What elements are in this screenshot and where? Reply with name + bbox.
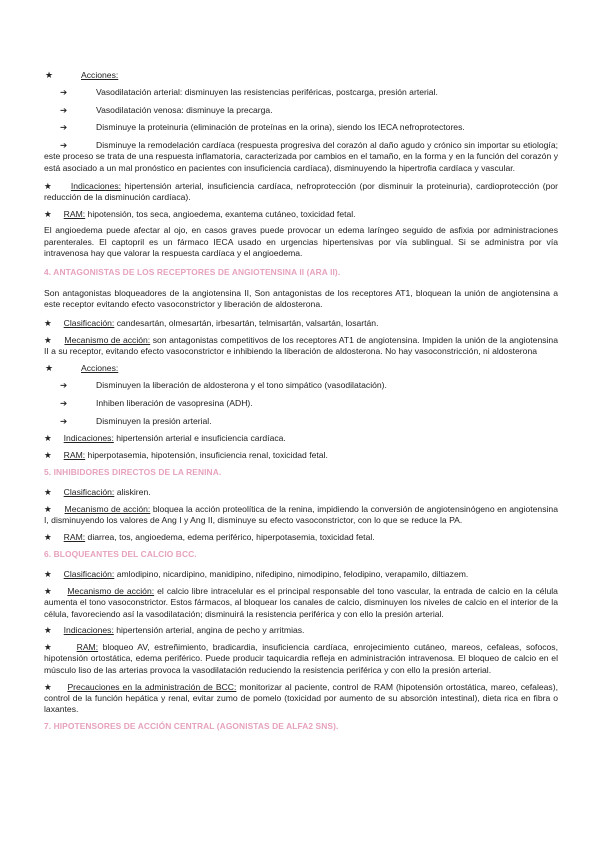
ram-text: bloqueo AV, estreñimiento, bradicardia, insuficiencia cardíaca, enrojecimiento cutáneo, mareos, cefaleas, sofocos, hipotensión ortostática, edema periférico. Puede producir taquicardia refleja en administración intravenosa. El bloqueo de calcio en el músculo liso de las arterias provoca la vasodilatación reduciendo la resistencia periférica y con ello la presión arterial. <box>44 642 558 675</box>
mecanismo-item <box>44 335 558 358</box>
mecanismo-label: Mecanismo de acción: <box>64 335 151 346</box>
precauciones-item <box>44 682 558 716</box>
accion-item <box>44 105 558 116</box>
ram-text: diarrea, tos, angioedema, edema periférico, hiperpotasemia, toxicidad fetal. <box>85 532 375 543</box>
clasificacion-item <box>44 487 558 498</box>
section-heading-accion-central: 7. HIPOTENSORES DE ACCIÓN CENTRAL (AGONISTAS DE ALFA2 SNS). <box>44 720 339 731</box>
accion-text: Vasodilatación venosa: disminuye la precarga. <box>96 104 273 115</box>
arrow-bullet-icon: ➔ <box>60 415 68 426</box>
clasificacion-text: candesartán, olmesartán, irbesartán, telmisartán, valsartán, losartán. <box>114 318 379 329</box>
clasificacion-label: Clasificación: <box>63 569 115 580</box>
ram-item <box>44 209 558 220</box>
acciones-item <box>44 70 558 81</box>
star-bullet-icon: ★ <box>44 681 53 692</box>
section-heading-ara-ii: 4. ANTAGONISTAS DE LOS RECEPTORES DE ANGIOTENSINA II (ARA II). <box>44 267 341 278</box>
mecanismo-text: el calcio libre intracelular es el principal responsable del tono vascular, la entrada de calcio en la célula aumenta el tono vasoconstrictor. Estos fármacos, al bloquear los canales de calcio, disminuyen los niveles de calcio en el interior de la célula, favoreciendo así la vasodilatación; disminuirá la resistencia periférica y con ello la presión arterial. <box>44 586 558 619</box>
ram-item <box>44 532 558 543</box>
accion-text: Disminuyen la liberación de aldosterona y el tono simpático (vasodilatación). <box>96 379 387 390</box>
indicaciones-text: hipertensión arterial e insuficiencia cardíaca. <box>113 433 286 444</box>
accion-item <box>44 380 558 391</box>
clasificacion-text: aliskiren. <box>114 487 151 498</box>
mecanismo-item <box>44 504 558 527</box>
star-bullet-icon: ★ <box>44 532 52 543</box>
section-heading-bcc: 6. BLOQUEANTES DEL CALCIO BCC. <box>44 548 197 559</box>
mecanismo-text: bloquea la acción proteolítica de la renina, impidiendo la conversión de angiotensinógeno en angiotensina I, disminuyendo los valores de Ang I y Ang II, disminuye su efecto vasoconstrictor, con lo que se reduce la PA. <box>44 504 558 526</box>
clasificacion-text: amlodipino, nicardipino, manidipino, nifedipino, nimodipino, felodipino, verapamilo, diltiazem. <box>114 569 469 580</box>
section-heading-renina: 5. INHIBIDORES DIRECTOS DE LA RENINA. <box>44 466 222 477</box>
accion-text: Disminuye la remodelación cardíaca (respuesta progresiva del corazón al daño agudo y crónico sin importar su etiología; este proceso se trata de una respuesta inflamatoria, caracterizada por cambios en el tamaño, en la forma y en la función del corazón y está asociado a un mal pronóstico en pacientes con insuficiencia cardíaca), disminuyendo la hipertrofia cardíaca y vascular. <box>44 140 558 173</box>
mecanismo-item <box>44 586 558 620</box>
star-bullet-icon: ★ <box>44 180 53 191</box>
star-bullet-icon: ★ <box>44 569 52 580</box>
indicaciones-label: Indicaciones: <box>63 625 114 636</box>
accion-item <box>44 87 558 98</box>
accion-text: Vasodilatación arterial: disminuyen las resistencias periféricas, postcarga, presión arterial. <box>96 86 438 97</box>
ram-label: RAM: <box>76 642 99 653</box>
acciones-label: Acciones: <box>81 363 119 374</box>
star-bullet-icon: ★ <box>44 335 52 346</box>
ram-text: hiperpotasemia, hipotensión, insuficiencia renal, toxicidad fetal. <box>85 450 328 461</box>
indicaciones-label: Indicaciones: <box>63 433 114 444</box>
star-bullet-icon: ★ <box>44 625 52 636</box>
star-bullet-icon: ★ <box>44 586 53 596</box>
arrow-bullet-icon: ➔ <box>60 140 68 151</box>
indicaciones-label: Indicaciones: <box>70 180 122 191</box>
clasificacion-label: Clasificación: <box>63 318 115 329</box>
accion-text: Disminuye la proteinuria (eliminación de proteínas en la orina), siendo los IECA nefroprotectores. <box>96 122 465 133</box>
ram-item <box>44 642 558 676</box>
acciones-label: Acciones: <box>81 70 119 80</box>
acciones-item <box>44 363 558 374</box>
star-bullet-icon: ★ <box>44 318 52 329</box>
star-bullet-icon: ★ <box>44 450 52 461</box>
clasificacion-item <box>44 569 558 580</box>
mecanismo-text: son antagonistas competitivos de los receptores AT1 de angiotensina. Impiden la unión de la angiotensina II a su receptor, evitando efecto vasoconstrictor e inhibiendo la liberación de aldosterona. No hay vasoconstricción, ni aldosterona <box>44 335 558 357</box>
nota-paragraph: El angioedema puede afectar al ojo, en casos graves puede provocar un edema laríngeo seguido de asfixia por administraciones parenterales. El captopril es un fármaco IECA usado en urgencias hipertensivas por vía sublingual. Si se administra por vía intravenosa hay que valorar la respuesta cardíaca y el angioedema. <box>44 225 558 259</box>
arrow-bullet-icon: ➔ <box>60 86 68 97</box>
star-bullet-icon: ★ <box>45 363 54 374</box>
ram-label: RAM: <box>63 450 86 461</box>
ram-label: RAM: <box>63 532 86 543</box>
arrow-bullet-icon: ➔ <box>60 104 68 115</box>
accion-item <box>44 122 558 133</box>
accion-item <box>44 416 558 427</box>
ram-text: hipotensión, tos seca, angioedema, exantema cutáneo, toxicidad fetal. <box>85 208 356 219</box>
ram-item <box>44 450 558 461</box>
arrow-bullet-icon: ➔ <box>60 122 68 133</box>
indicaciones-text: hipertensión arterial, insuficiencia cardíaca, nefroprotección (por disminuir la proteinuria), cardioprotección (por reducción de la disminución cardíaca). <box>44 180 558 202</box>
ram-label: RAM: <box>63 208 86 219</box>
accion-item <box>44 398 558 409</box>
star-bullet-icon: ★ <box>44 487 52 498</box>
precauciones-text: monitorizar al paciente, control de RAM (hipotensión ortostática, mareo, cefaleas), control de la función hepática y renal, evitar zumo de pomelo (toxicidad por aumento de su absorción intestinal), dieta rica en fibra o laxantes. <box>44 681 558 715</box>
mecanismo-label: Mecanismo de acción: <box>67 586 155 596</box>
arrow-bullet-icon: ➔ <box>60 379 68 390</box>
accion-text: Inhiben liberación de vasopresina (ADH). <box>96 397 253 408</box>
star-bullet-icon: ★ <box>44 504 52 515</box>
indicaciones-item <box>44 181 558 204</box>
mecanismo-label: Mecanismo de acción: <box>64 504 151 515</box>
star-bullet-icon: ★ <box>44 433 52 444</box>
indicaciones-text: hipertensión arterial, angina de pecho y arritmias. <box>113 625 305 636</box>
star-bullet-icon: ★ <box>44 208 52 219</box>
document-page <box>44 70 558 741</box>
indicaciones-item <box>44 433 558 444</box>
clasificacion-item <box>44 318 558 329</box>
accion-item <box>44 140 558 174</box>
star-bullet-icon: ★ <box>45 70 54 80</box>
ara-intro-paragraph: Son antagonistas bloqueadores de la angiotensina II, Son antagonistas de los receptores AT1, bloquean la unión de angiotensina a este receptor evitando efecto vasoconstrictor y liberación de aldosterona. <box>44 287 558 309</box>
precauciones-label: Precauciones en la administración de BCC: <box>67 681 237 692</box>
accion-text: Disminuyen la presión arterial. <box>96 415 212 426</box>
clasificacion-label: Clasificación: <box>63 487 115 498</box>
arrow-bullet-icon: ➔ <box>60 397 68 408</box>
star-bullet-icon: ★ <box>44 642 54 653</box>
indicaciones-item <box>44 625 558 636</box>
